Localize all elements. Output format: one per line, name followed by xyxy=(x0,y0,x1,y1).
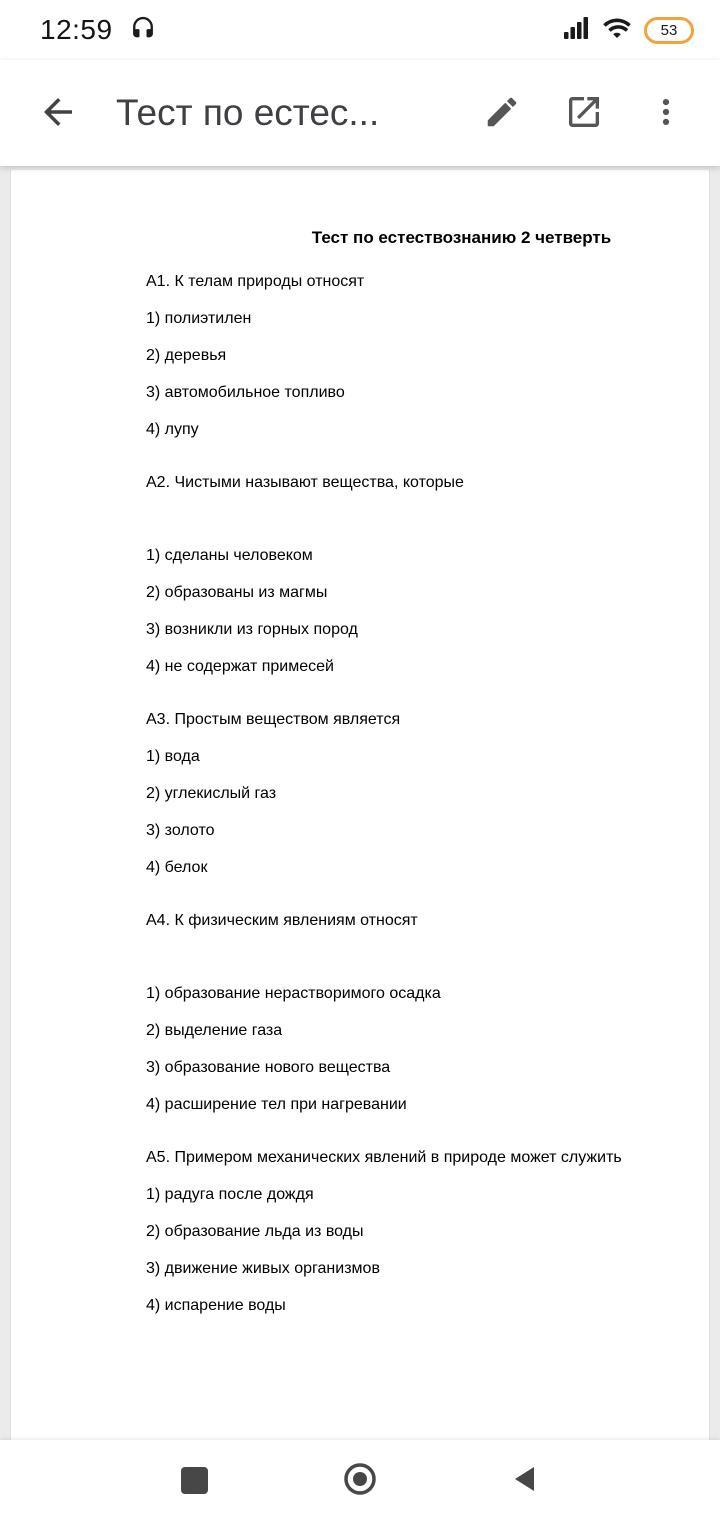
option-text: 2) выделение газа xyxy=(146,1022,283,1039)
option-text: 4) испарение воды xyxy=(146,1297,286,1314)
option-text: 3) возникли из горных пород xyxy=(146,621,358,638)
document-scroll-area[interactable] xyxy=(0,166,720,1440)
document-page xyxy=(10,170,710,1440)
question-text: А4. К физическим явлениям относят xyxy=(146,912,418,929)
battery-icon xyxy=(644,17,694,44)
status-bar-right xyxy=(562,13,694,48)
nav-home-button[interactable] xyxy=(336,1456,384,1504)
clock: 12:59 xyxy=(40,14,113,45)
question-block-a4 xyxy=(146,913,687,1113)
nav-recents-button[interactable] xyxy=(170,1456,218,1504)
option-text: 2) углекислый газ xyxy=(146,785,277,802)
open-in-new-icon xyxy=(564,92,604,135)
wifi-icon xyxy=(602,13,632,48)
option-text: 1) полиэтилен xyxy=(146,310,252,327)
question-block-a2 xyxy=(146,475,687,675)
edit-button[interactable] xyxy=(468,79,536,147)
option-text: 4) белок xyxy=(146,859,208,876)
app-bar-actions xyxy=(468,79,700,147)
question-text: А1. К телам природы относят xyxy=(146,273,365,290)
overflow-menu-button[interactable] xyxy=(632,79,700,147)
edit-pencil-icon xyxy=(483,93,521,134)
document-title-bar: Тест по естес... xyxy=(116,92,380,133)
option-text: 1) радуга после дождя xyxy=(146,1186,314,1203)
back-button[interactable] xyxy=(24,79,92,147)
option-text: 3) образование нового вещества xyxy=(146,1059,391,1076)
question-text: А2. Чистыми называют вещества, которые xyxy=(146,474,464,491)
signal-icon xyxy=(562,14,590,47)
option-text: 2) деревья xyxy=(146,347,227,364)
option-text: 4) лупу xyxy=(146,421,199,438)
headphones-icon xyxy=(129,14,157,47)
back-arrow-icon xyxy=(37,91,79,136)
nav-recents-icon xyxy=(181,1467,208,1494)
option-text: 4) не содержат примесей xyxy=(146,658,334,675)
open-in-button[interactable] xyxy=(550,79,618,147)
question-block-a5 xyxy=(146,1150,687,1314)
document-heading: Тест по естествознанию 2 четверть xyxy=(311,228,612,247)
option-text: 1) сделаны человеком xyxy=(146,547,313,564)
system-nav-bar xyxy=(0,1440,720,1520)
option-text: 2) образованы из магмы xyxy=(146,584,328,601)
option-text: 3) автомобильное топливо xyxy=(146,384,345,401)
option-text: 1) образование нерастворимого осадка xyxy=(146,985,441,1002)
option-text: 3) золото xyxy=(146,822,215,839)
app-bar xyxy=(0,60,720,166)
option-text: 4) расширение тел при нагревании xyxy=(146,1096,407,1113)
status-bar xyxy=(0,0,720,60)
option-text: 3) движение живых организмов xyxy=(146,1260,380,1277)
option-text: 2) образование льда из воды xyxy=(146,1223,364,1240)
option-text: 1) вода xyxy=(146,748,200,765)
battery-level: 53 xyxy=(660,21,678,39)
overflow-menu-icon xyxy=(649,95,683,132)
nav-back-button[interactable] xyxy=(502,1456,550,1504)
nav-home-icon xyxy=(340,1459,380,1502)
question-text: А3. Простым веществом является xyxy=(146,711,401,728)
question-block-a3 xyxy=(146,712,687,876)
status-bar-left xyxy=(40,14,157,47)
nav-back-icon xyxy=(509,1462,543,1499)
question-text: А5. Примером механических явлений в природе может служить xyxy=(146,1149,622,1166)
question-block-a1 xyxy=(146,274,687,438)
